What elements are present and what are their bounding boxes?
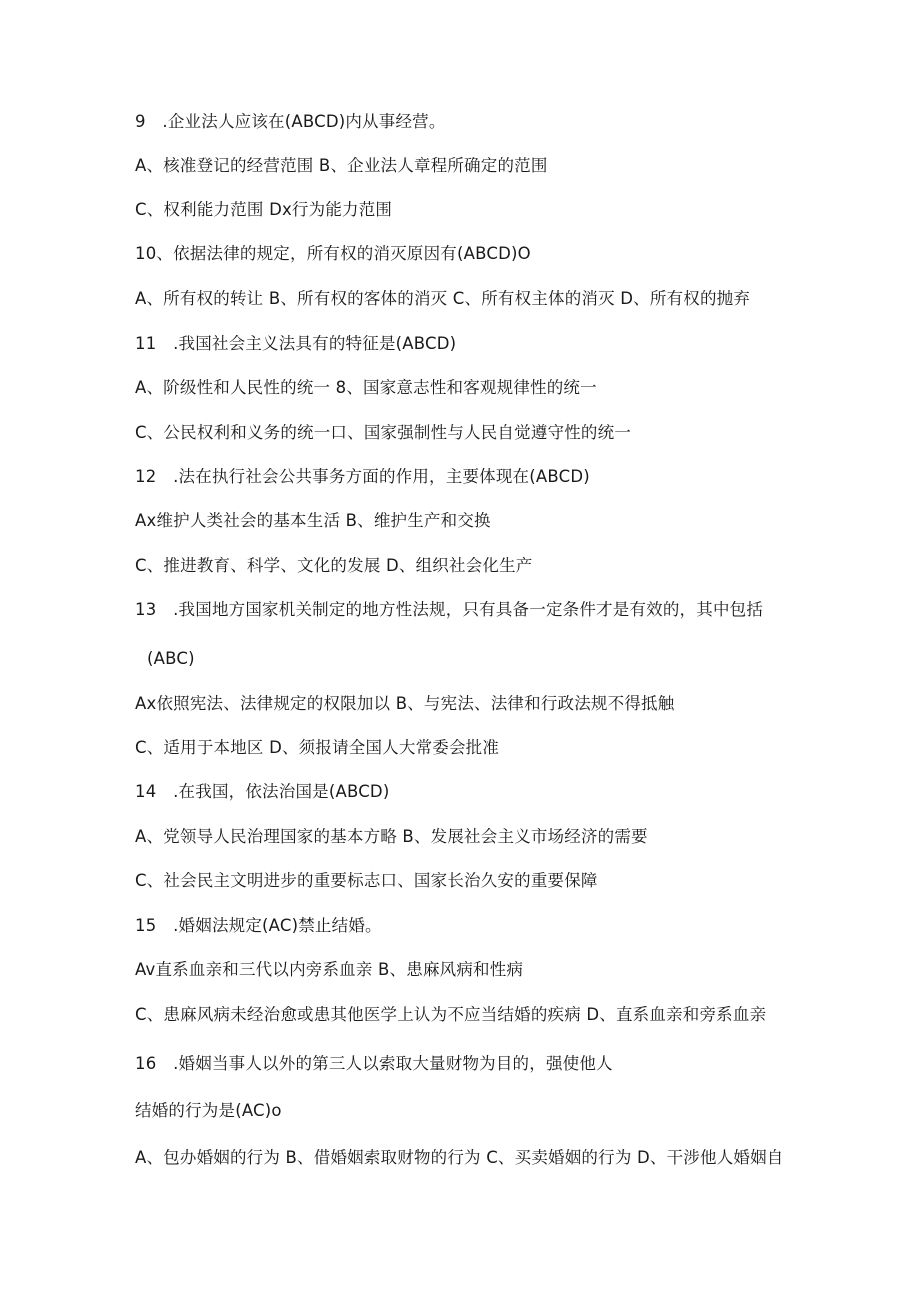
q13-options-ab: Ax依照宪法、法律规定的权限加以 B、与宪法、法律和行政法规不得抵触 (135, 694, 675, 713)
q16-stem-continued: 结婚的行为是(AC)o (135, 1101, 282, 1120)
q9-options-ab: A、核准登记的经营范围 B、企业法人章程所确定的范围 (135, 156, 548, 175)
q13-options-cd: C、适用于本地区 D、须报请全国人大常委会批准 (135, 738, 500, 757)
q15-stem: 15 .婚姻法规定(AC)禁止结婚。 (135, 916, 382, 935)
q11-options-ab: A、阶级性和人民性的统一 8、国家意志性和客观规律性的统一 (135, 378, 597, 397)
q12-options-cd: C、推进教育、科学、文化的发展 D、组织社会化生产 (135, 556, 533, 575)
q11-options-cd: C、公民权利和义务的统一口、国家强制性与人民自觉遵守性的统一 (135, 423, 632, 442)
q10-options: A、所有权的转让 B、所有权的客体的消灭 C、所有权主体的消灭 D、所有权的抛弃 (135, 289, 751, 308)
q14-options-ab: A、党领导人民治理国家的基本方略 B、发展社会主义市场经济的需要 (135, 827, 648, 846)
q10-stem: 10、依据法律的规定，所有权的消灭原因有(ABCD)O (135, 244, 531, 263)
q15-options-cd: C、患麻风病未经治愈或患其他医学上认为不应当结婚的疾病 D、直系血亲和旁系血亲 (135, 1005, 767, 1024)
q9-stem: 9 .企业法人应该在(ABCD)内从事经营。 (135, 112, 446, 131)
q12-options-ab: Ax维护人类社会的基本生活 B、维护生产和交换 (135, 511, 491, 530)
q16-stem: 16 .婚姻当事人以外的第三人以索取大量财物为目的，强使他人 (135, 1054, 613, 1073)
q11-stem: 11 .我国社会主义法具有的特征是(ABCD) (135, 334, 457, 353)
q9-options-cd: C、权利能力范围 Dx行为能力范围 (135, 200, 393, 219)
q13-answer: (ABC) (147, 649, 195, 668)
q14-options-cd: C、社会民主文明进步的重要标志口、国家长治久安的重要保障 (135, 871, 598, 890)
q16-options: A、包办婚姻的行为 B、借婚姻索取财物的行为 C、买卖婚姻的行为 D、干涉他人婚姻自 (135, 1148, 784, 1167)
q12-stem: 12 .法在执行社会公共事务方面的作用，主要体现在(ABCD) (135, 467, 590, 486)
q14-stem: 14 .在我国，依法治国是(ABCD) (135, 782, 390, 801)
q13-stem: 13 .我国地方国家机关制定的地方性法规，只有具备一定条件才是有效的，其中包括 (135, 600, 764, 619)
q15-options-ab: Av直系血亲和三代以内旁系血亲 B、患麻风病和性病 (135, 960, 524, 979)
